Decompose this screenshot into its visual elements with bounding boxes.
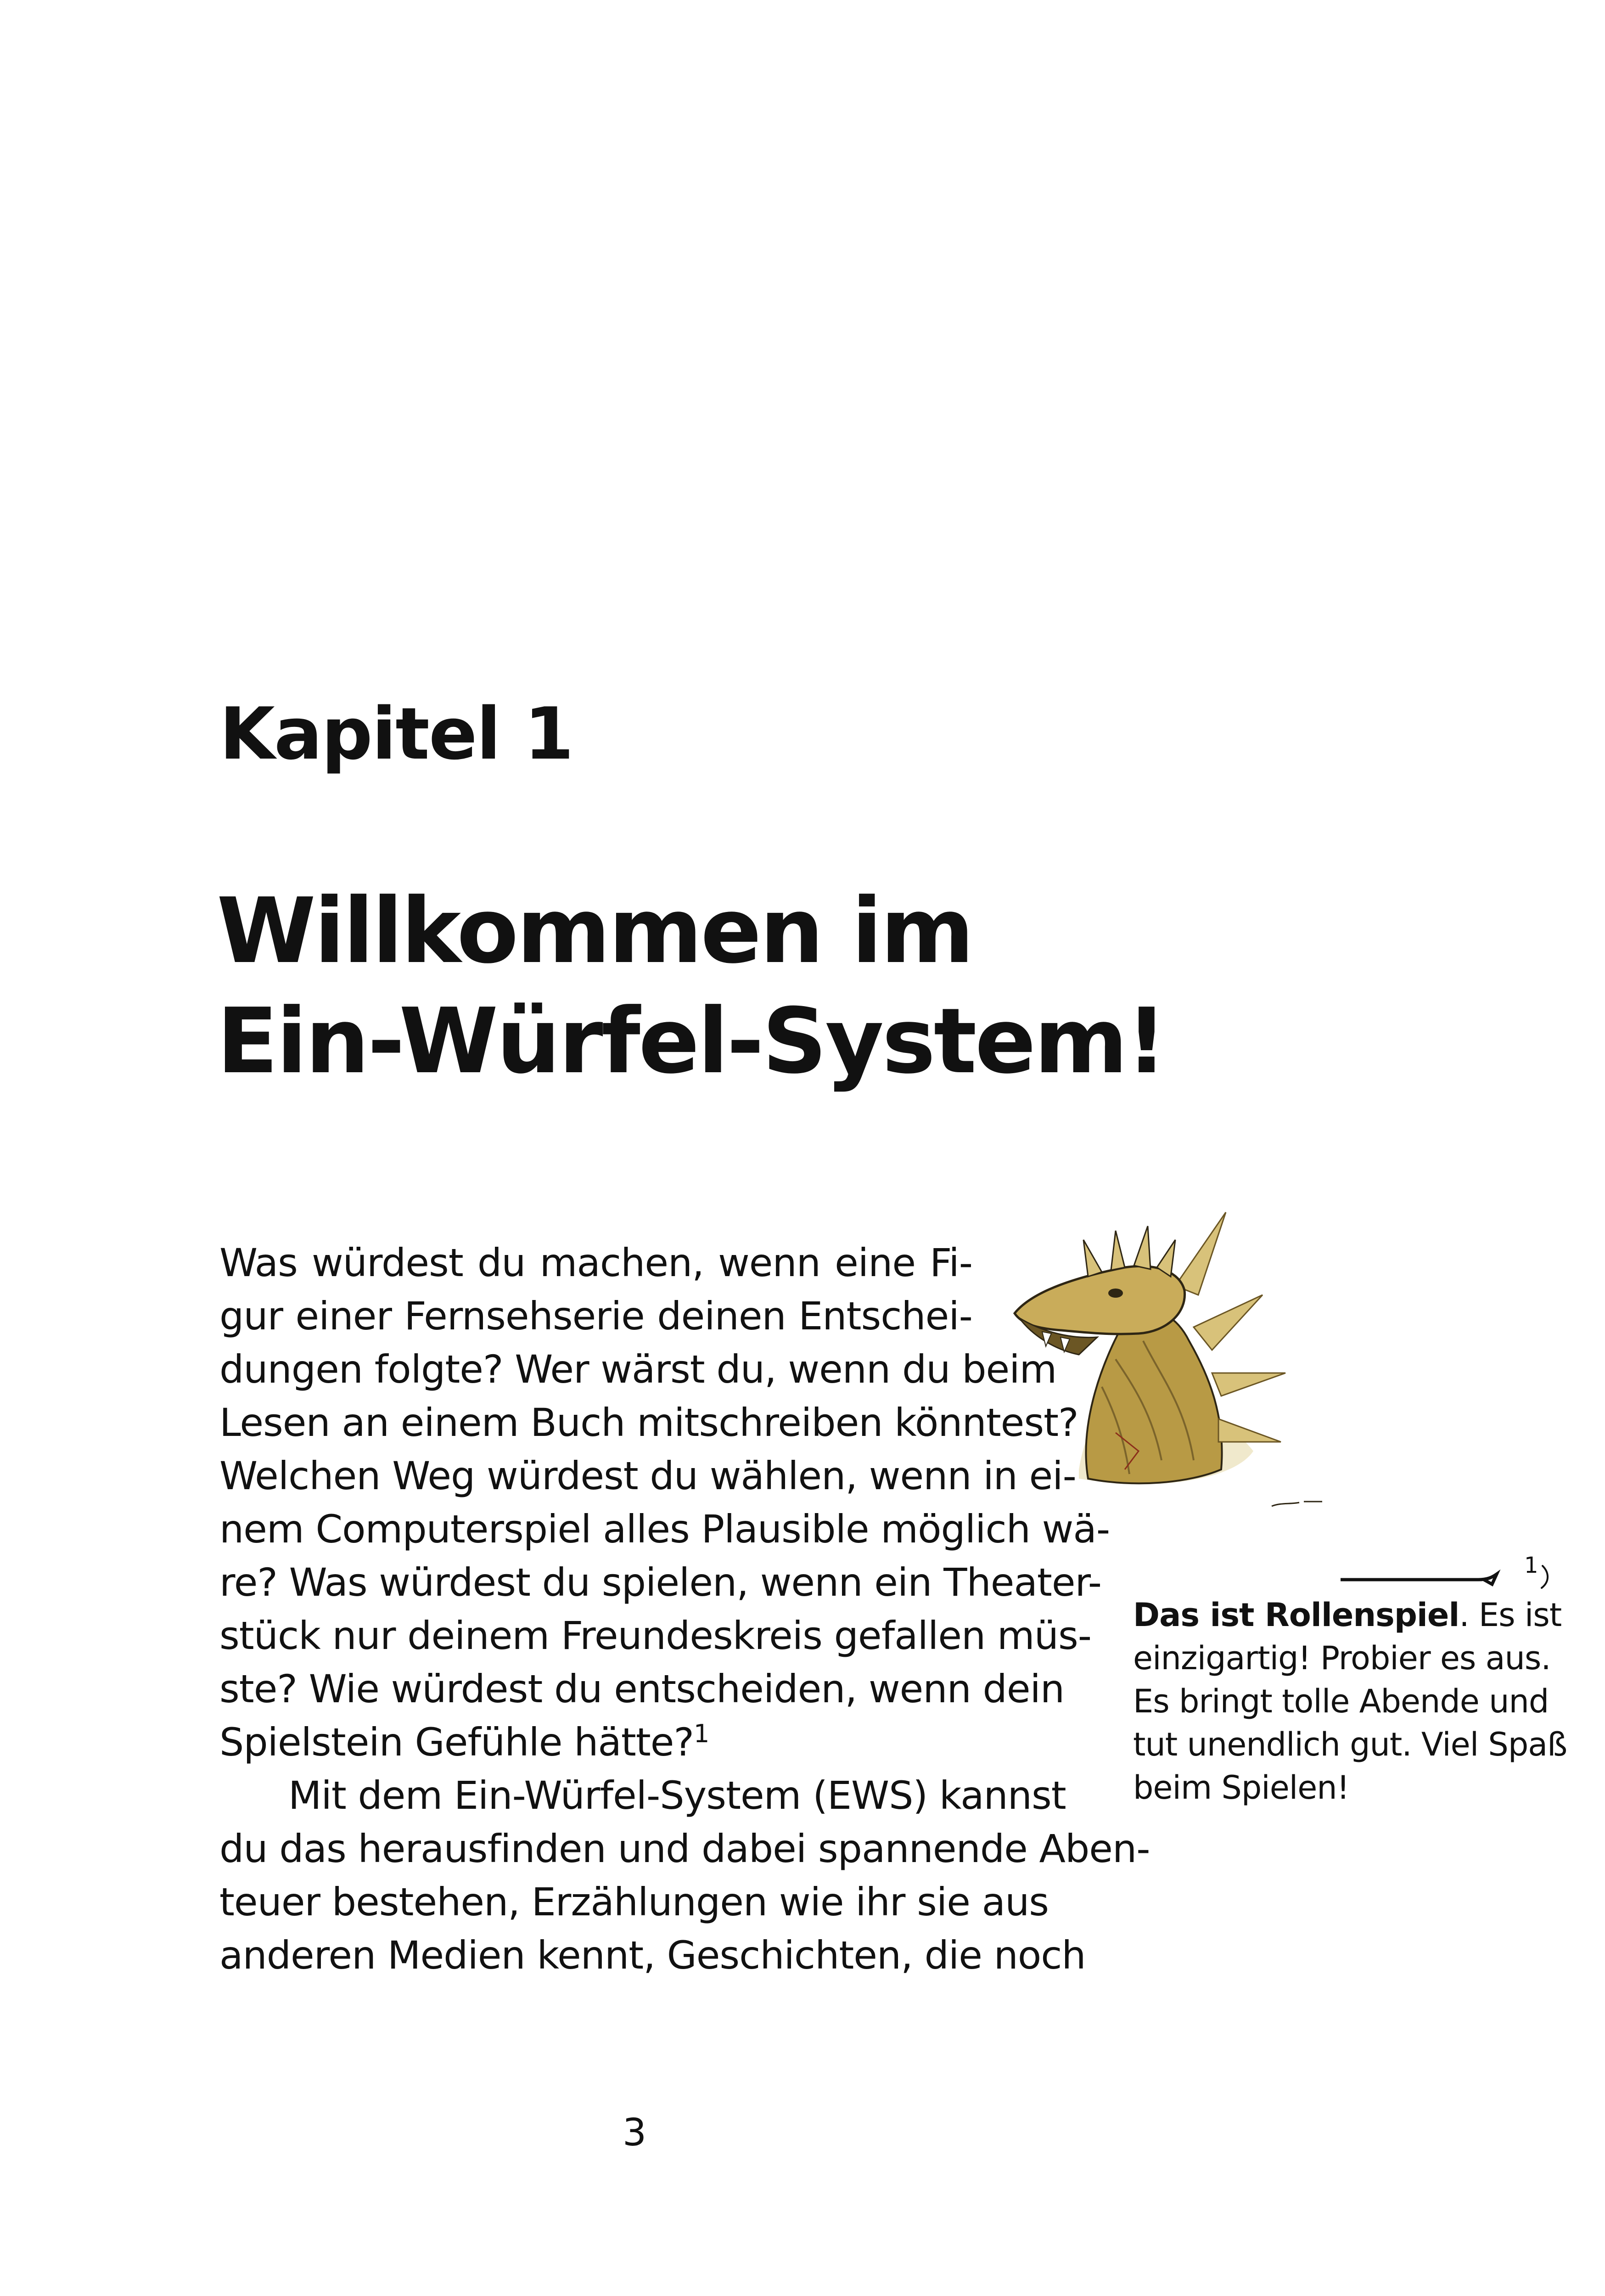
- dragon-illustration: [978, 1176, 1327, 1525]
- dragon-spike: [1212, 1373, 1285, 1396]
- body-line: nem Computerspiel alles Plausible möglich wä-: [219, 1507, 1110, 1552]
- body-line: Lesen an einem Buch mitschreiben könntest?: [219, 1400, 1078, 1445]
- margin-note-line: beim Spielen!: [1133, 1769, 1349, 1806]
- body-line: Was würdest du machen, wenn eine Fi-: [219, 1240, 972, 1285]
- body-line-text: Spielstein Gefühle hätte?: [219, 1720, 694, 1765]
- body-line: [219, 1716, 1046, 1769]
- body-line: Mit dem Ein-Würfel-System (EWS) kannst: [288, 1773, 1066, 1818]
- dragon-horn: [1134, 1226, 1150, 1269]
- body-line: ste? Wie würdest du entscheiden, wenn dein: [219, 1666, 1065, 1711]
- page-number: 3: [623, 2111, 647, 2155]
- chapter-label: Kapitel 1: [219, 692, 573, 776]
- margin-note-line: Es bringt tolle Abende und: [1133, 1683, 1549, 1720]
- body-line: Welchen Weg würdest du wählen, wenn in ei-: [219, 1453, 1076, 1498]
- dragon-spike: [1175, 1212, 1226, 1295]
- body-line: teuer bestehen, Erzählungen wie ihr sie aus: [219, 1880, 1049, 1925]
- margin-note: [1133, 1593, 1567, 1809]
- body-line: re? Was würdest du spielen, wenn ein Theater-: [219, 1560, 1102, 1605]
- margin-note-line: tut unendlich gut. Viel Spaß: [1133, 1726, 1567, 1763]
- footnote-reference[interactable]: 1: [694, 1719, 709, 1748]
- chapter-title-line: Willkommen im: [217, 879, 973, 984]
- body-line: stück nur deinem Freundeskreis gefallen müs-: [219, 1613, 1092, 1658]
- body-line: dungen folgte? Wer wärst du, wenn du beim: [219, 1347, 1057, 1392]
- margin-note-line: [1133, 1593, 1562, 1637]
- margin-note-line: einzigartig! Probier es aus.: [1133, 1639, 1551, 1677]
- dragon-head: [1015, 1266, 1185, 1334]
- artist-signature: [1272, 1502, 1322, 1506]
- body-text: [219, 1236, 1150, 1982]
- chapter-title: [217, 876, 1165, 1097]
- body-line: anderen Medien kennt, Geschichten, die noch: [219, 1933, 1086, 1978]
- dragon-horn: [1083, 1240, 1102, 1277]
- dragon-eye: [1108, 1289, 1123, 1298]
- dragon-spike: [1218, 1419, 1281, 1442]
- margin-note-bold: Das ist Rollenspiel: [1133, 1596, 1459, 1634]
- dragon-spike: [1194, 1295, 1263, 1350]
- margin-note-text: . Es ist: [1459, 1596, 1562, 1634]
- body-line: gur einer Fernsehserie deinen Entschei-: [219, 1294, 972, 1339]
- marker-hook: [1542, 1566, 1548, 1588]
- margin-note-number: 1: [1524, 1553, 1538, 1578]
- marker-arrow: [1341, 1574, 1497, 1584]
- body-line: du das herausfinden und dabei spannende Aben-: [219, 1826, 1150, 1871]
- dragon-horn: [1111, 1231, 1125, 1270]
- chapter-title-line: Ein-Würfel-System!: [217, 989, 1166, 1094]
